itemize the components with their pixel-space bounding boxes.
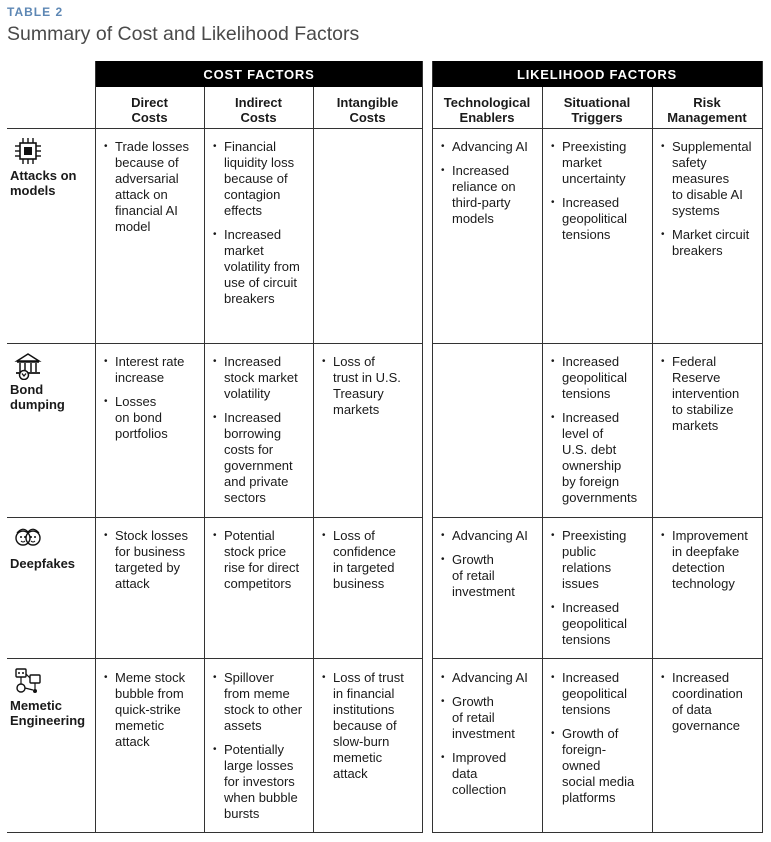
table-cell [661, 670, 759, 742]
list-item: • Federal Reserve intervention to stabilize markets [661, 354, 759, 434]
list-item: • Increased geopolitical tensions [551, 354, 649, 402]
list-item: • Loss of trust in U.S. Treasury markets [322, 354, 419, 418]
grid-line [432, 128, 763, 129]
bullet-list [104, 670, 201, 750]
grid-line [7, 832, 423, 833]
list-item: • Growth of foreign- owned social media platforms [551, 726, 649, 806]
bullet-list [441, 528, 539, 600]
list-item: • Growth of retail investment [441, 694, 539, 742]
table-cell [661, 139, 759, 267]
bank-icon [13, 350, 43, 380]
list-item: • Loss of trust in financial institutions because of slow-burn memetic attack [322, 670, 419, 782]
bullet-list [213, 670, 310, 822]
table-cell [322, 528, 419, 600]
column-header-direct-costs: Direct Costs [131, 95, 168, 125]
grid-line [432, 343, 763, 344]
grid-line [95, 61, 96, 832]
faces-icon [13, 524, 43, 554]
row-label: Bond dumping [10, 382, 65, 412]
column-header-risk-management: Risk Management [667, 95, 747, 125]
grid-line [7, 658, 423, 659]
bullet-list [551, 528, 649, 648]
bullet-list [551, 670, 649, 806]
table-cell [441, 528, 539, 608]
table-cell [551, 670, 649, 814]
list-item: • Financial liquidity loss because of contagion effects [213, 139, 310, 219]
row-header-bond-dumping [10, 350, 92, 412]
list-item: • Increased market volatility from use of circuit breakers [213, 227, 310, 307]
bullet-list [322, 354, 419, 418]
list-item: • Potentially large losses for investors when bubble bursts [213, 742, 310, 822]
table-title: Summary of Cost and Likelihood Factors [7, 23, 360, 45]
list-item: • Increased reliance on third-party models [441, 163, 539, 227]
bullet-list [213, 139, 310, 307]
grid-line [542, 87, 543, 832]
list-item: • Increased geopolitical tensions [551, 600, 649, 648]
row-label: Attacks on models [10, 168, 77, 198]
list-item: • Market circuit breakers [661, 227, 759, 259]
table-cell [213, 354, 310, 514]
chip-icon [13, 136, 43, 166]
list-item: • Preexisting public relations issues [551, 528, 649, 592]
table-cell [104, 670, 201, 758]
bullet-list [213, 528, 310, 592]
bullet-list [551, 354, 649, 506]
list-item: • Increased borrowing costs for government and private sectors [213, 410, 310, 506]
list-item: • Spillover from meme stock to other assets [213, 670, 310, 734]
table-cell [551, 139, 649, 251]
list-item: • Increased stock market volatility [213, 354, 310, 402]
grid-line [432, 658, 763, 659]
list-item: • Increased geopolitical tensions [551, 195, 649, 243]
list-item: • Supplemental safety measures to disable AI systems [661, 139, 759, 219]
table-cell [322, 670, 419, 790]
table-cell [551, 354, 649, 514]
table-cell [213, 670, 310, 830]
table-cell [661, 528, 759, 600]
list-item: • Loss of confidence in targeted business [322, 528, 419, 592]
grid-line [432, 517, 763, 518]
grid-line [7, 343, 423, 344]
table-label: TABLE 2 [7, 5, 64, 19]
bullet-list [322, 528, 419, 592]
bullet-list [661, 670, 759, 734]
grid-line [313, 87, 314, 832]
table-cell [322, 354, 419, 426]
bullet-list [441, 139, 539, 227]
bullet-list [441, 670, 539, 798]
grid-line [7, 517, 423, 518]
table-cell [661, 354, 759, 442]
list-item: • Increased level of U.S. debt ownership by foreign governments [551, 410, 649, 506]
grid-line [652, 87, 653, 832]
table-cell [104, 528, 201, 600]
column-header-technological-enablers: Technological Enablers [443, 95, 531, 125]
bullet-list [661, 139, 759, 259]
bullet-list [661, 354, 759, 434]
table-cell [104, 139, 201, 243]
table-cell [213, 528, 310, 600]
list-item: • Meme stock bubble from quick-strike memetic attack [104, 670, 201, 750]
grid-line [432, 61, 433, 832]
row-label: Memetic Engineering [10, 698, 86, 728]
network-icon [13, 666, 43, 696]
list-item: • Losses on bond portfolios [104, 394, 201, 442]
row-header-attacks-on-models [10, 136, 92, 198]
list-item: • Increased geopolitical tensions [551, 670, 649, 718]
list-item: • Advancing AI [441, 670, 539, 686]
table-cell [213, 139, 310, 315]
column-header-intangible-costs: Intangible Costs [336, 95, 399, 125]
grid-line [7, 128, 423, 129]
table-cell [551, 528, 649, 656]
bullet-list [104, 354, 201, 442]
row-header-deepfakes [10, 524, 92, 571]
grid-line [204, 87, 205, 832]
table-cell [441, 139, 539, 235]
list-item: • Preexisting market uncertainty [551, 139, 649, 187]
list-item: • Trade losses because of adversarial attack on financial AI model [104, 139, 201, 235]
row-label: Deepfakes [10, 556, 76, 571]
bullet-list [213, 354, 310, 506]
column-header-situational-triggers: Situational Triggers [563, 95, 631, 125]
likelihood-factors-header: LIKELIHOOD FACTORS [432, 61, 762, 87]
bullet-list [104, 139, 201, 235]
column-header-indirect-costs: Indirect Costs [235, 95, 282, 125]
grid-line [432, 832, 763, 833]
list-item: • Advancing AI [441, 528, 539, 544]
bullet-list [322, 670, 419, 782]
list-item: • Growth of retail investment [441, 552, 539, 600]
list-item: • Interest rate increase [104, 354, 201, 386]
list-item: • Increased coordination of data governance [661, 670, 759, 734]
list-item: • Potential stock price rise for direct competitors [213, 528, 310, 592]
bullet-list [104, 528, 201, 592]
list-item: • Improved data collection [441, 750, 539, 798]
table-cell [441, 670, 539, 806]
bullet-list [551, 139, 649, 243]
grid-line [762, 61, 763, 832]
table-cell [104, 354, 201, 450]
list-item: • Improvement in deepfake detection technology [661, 528, 759, 592]
bullet-list [661, 528, 759, 592]
row-header-memetic-engineering [10, 666, 92, 728]
list-item: • Advancing AI [441, 139, 539, 155]
cost-factors-header: COST FACTORS [95, 61, 423, 87]
list-item: • Stock losses for business targeted by attack [104, 528, 201, 592]
grid-line [422, 61, 423, 832]
